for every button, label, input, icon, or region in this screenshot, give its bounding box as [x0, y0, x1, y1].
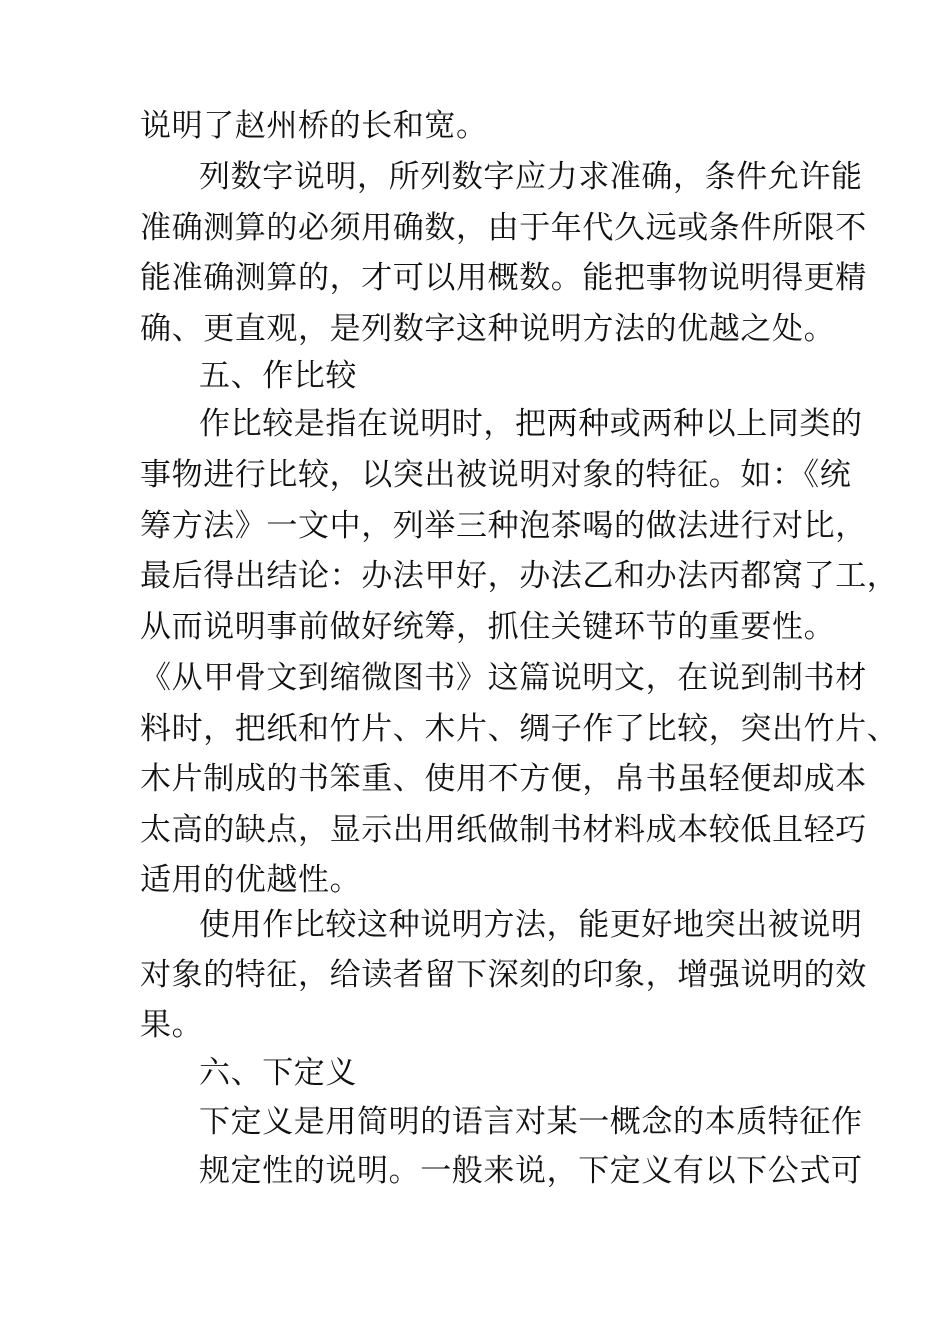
text-line: 列数字说明，所列数字应力求准确，条件允许能	[199, 159, 863, 195]
section-heading: 六、下定义	[199, 1055, 357, 1091]
text-line: 规定性的说明。一般来说，下定义有以下公式可	[199, 1153, 863, 1189]
text-line: 下定义是用简明的语言对某一概念的本质特征作	[199, 1104, 863, 1140]
text-line: 确、更直观，是列数字这种说明方法的优越之处。	[140, 311, 836, 347]
text-line: 太高的缺点，显示出用纸做制书材料成本较低且轻巧	[140, 812, 867, 848]
text-line: 从而说明事前做好统筹，抓住关键环节的重要性。	[140, 609, 836, 645]
text-line: 准确测算的必须用确数，由于年代久远或条件所限不	[140, 210, 867, 246]
text-line: 说明了赵州桥的长和宽。	[140, 108, 488, 144]
text-line: 《从甲骨文到缩微图书》这篇说明文，在说到制书材	[140, 660, 867, 696]
text-line: 筹方法》一文中，列举三种泡茶喝的做法进行对比，	[140, 508, 867, 544]
text-line: 适用的优越性。	[140, 862, 362, 898]
section-heading: 五、作比较	[199, 358, 357, 394]
text-line: 作比较是指在说明时，把两种或两种以上同类的	[199, 406, 863, 442]
text-line: 果。	[140, 1007, 204, 1043]
text-line: 使用作比较这种说明方法，能更好地突出被说明	[199, 907, 863, 943]
text-line: 对象的特征，给读者留下深刻的印象，增强说明的效	[140, 957, 867, 993]
text-line: 木片制成的书笨重、使用不方便，帛书虽轻便却成本	[140, 761, 867, 797]
text-line: 料时，把纸和竹片、木片、绸子作了比较，突出竹片、	[140, 711, 899, 747]
text-line: 能准确测算的，才可以用概数。能把事物说明得更精	[140, 260, 867, 296]
text-line: 最后得出结论：办法甲好，办法乙和办法丙都窝了工，	[140, 558, 899, 594]
text-line: 事物进行比较，以突出被说明对象的特征。如：《统	[140, 457, 852, 493]
